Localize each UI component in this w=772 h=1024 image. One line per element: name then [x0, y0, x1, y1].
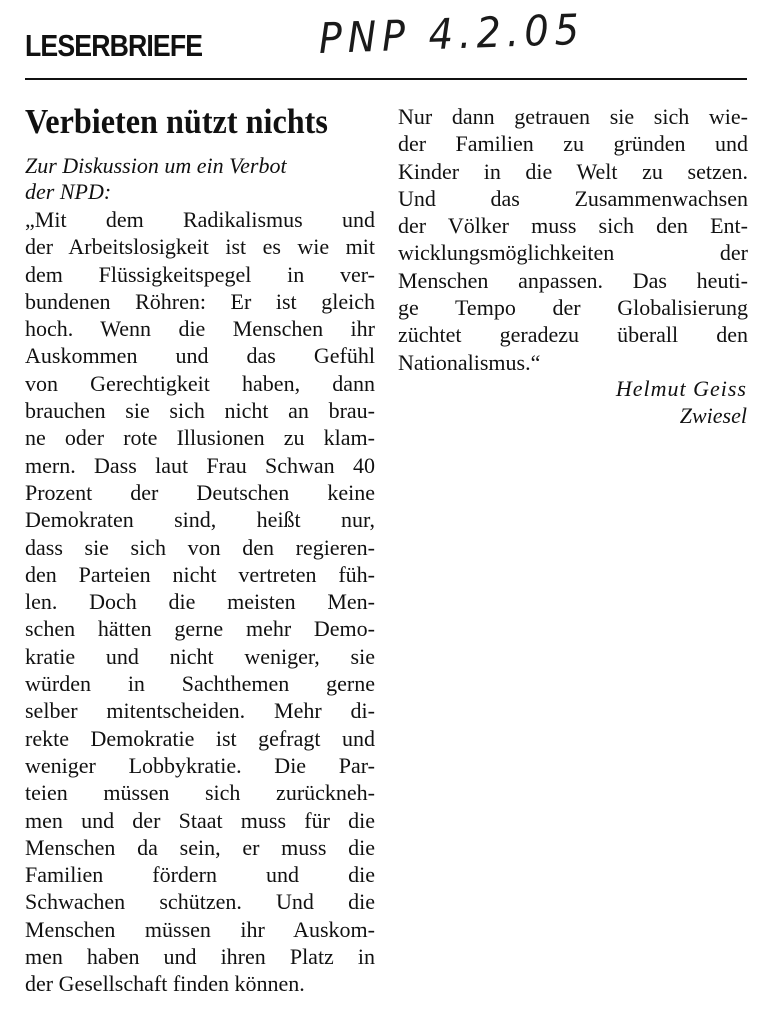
- body-text-line: der Gesellschaft finden können.: [25, 971, 305, 997]
- body-text-line: den Parteien nicht vertreten füh-: [25, 561, 375, 587]
- body-text-line: ge Tempo der Globalisierung: [398, 295, 748, 321]
- body-text-line: men und der Staat muss für die: [25, 807, 375, 833]
- body-text-line: Auskommen und das Gefühl: [25, 343, 375, 369]
- body-text-line: ne oder rote Illusionen zu klam-: [25, 425, 375, 451]
- header-rule: [25, 78, 747, 80]
- section-title: LESERBRIEFE: [25, 28, 203, 63]
- article-subhead: [25, 153, 375, 205]
- subhead-line: der NPD:: [25, 179, 112, 204]
- body-text-line: wicklungsmöglichkeiten der: [398, 240, 748, 266]
- body-text-line: der Arbeitslosigkeit ist es wie mit: [25, 234, 375, 260]
- body-text-line: „Mit dem Radikalismus und: [25, 207, 375, 232]
- body-text-line: hoch. Wenn die Menschen ihr: [25, 316, 375, 342]
- body-text-line: rekte Demokratie ist gefragt und: [25, 725, 375, 751]
- body-text-line: züchtet geradezu überall den: [398, 322, 748, 348]
- body-text-line: weniger Lobbykratie. Die Par-: [25, 752, 375, 778]
- article-headline: Verbieten nützt nichts: [25, 102, 328, 141]
- body-text-line: kratie und nicht weniger, sie: [25, 643, 375, 669]
- body-text-line: Nationalismus.“: [398, 349, 541, 375]
- body-text-line: würden in Sachthemen gerne: [25, 671, 375, 697]
- body-text-line: len. Doch die meisten Men-: [25, 589, 375, 615]
- body-text-line: Menschen müssen ihr Auskom-: [25, 916, 375, 942]
- body-text-line: teien müssen sich zurückneh-: [25, 780, 375, 806]
- body-text-line: bundenen Röhren: Er ist gleich: [25, 288, 375, 314]
- handwritten-date-note: PNP 4.2.05: [317, 4, 586, 63]
- body-text-line: Schwachen schützen. Und die: [25, 889, 375, 915]
- subhead-line: Zur Diskussion um ein Verbot: [25, 153, 287, 178]
- body-text-line: Menschen anpassen. Das heuti-: [398, 267, 748, 293]
- body-text-line: von Gerechtigkeit haben, dann: [25, 370, 375, 396]
- body-text-line: der Völker muss sich den Ent-: [398, 213, 748, 239]
- body-text-line: Menschen da sein, er muss die: [25, 834, 375, 860]
- body-text-line: dass sie sich von den regieren-: [25, 534, 375, 560]
- body-text-line: men haben und ihren Platz in: [25, 944, 375, 970]
- body-text-line: der Familien zu gründen und: [398, 131, 748, 157]
- body-text-line: selber mitentscheiden. Mehr di-: [25, 698, 375, 724]
- body-text-line: mern. Dass laut Frau Schwan 40: [25, 452, 375, 478]
- article-body-left-column: [25, 206, 375, 998]
- body-text-line: brauchen sie sich nicht an brau-: [25, 398, 375, 424]
- body-text-line: Nur dann getrauen sie sich wie-: [398, 104, 748, 129]
- author-location: Zwiesel: [679, 403, 747, 428]
- body-text-line: schen hätten gerne mehr Demo-: [25, 616, 375, 642]
- body-text-line: Kinder in die Welt zu setzen.: [398, 158, 748, 184]
- body-text-line: Familien fördern und die: [25, 862, 375, 888]
- body-text-line: Prozent der Deutschen keine: [25, 479, 375, 505]
- letter-signature: [616, 375, 747, 429]
- body-text-line: dem Flüssigkeitspegel in ver-: [25, 261, 375, 287]
- body-text-line: Demokraten sind, heißt nur,: [25, 507, 375, 533]
- author-name: Helmut Geiss: [615, 376, 747, 401]
- article-body-right-column: [398, 103, 748, 376]
- body-text-line: Und das Zusammenwachsen: [398, 185, 748, 211]
